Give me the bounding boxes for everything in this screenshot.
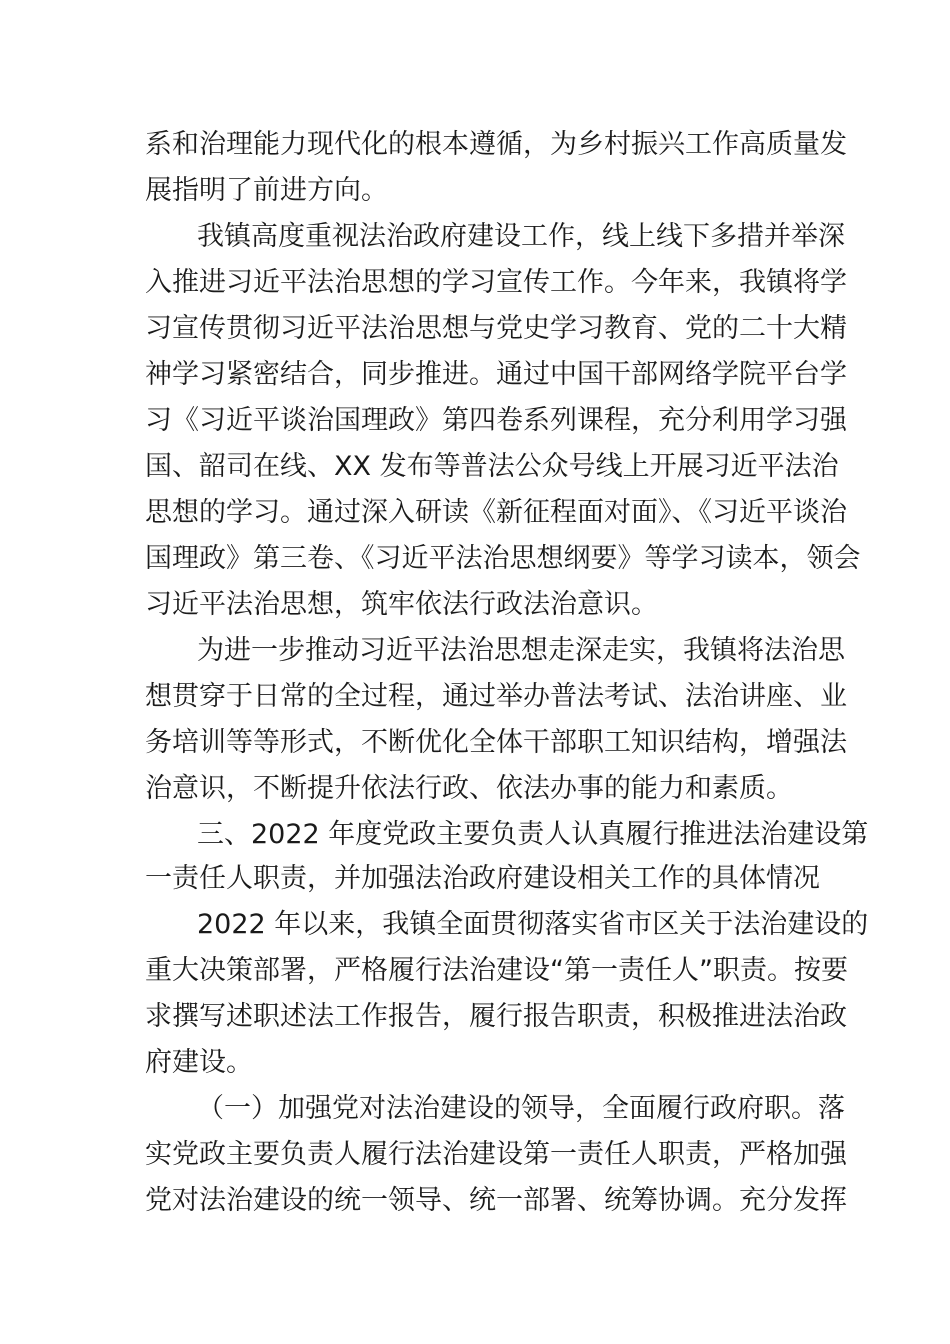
text-line: 习宣传贯彻习近平法治思想与党史学习教育、党的二十大精 (145, 313, 847, 344)
text-line: 府建设。 (145, 1047, 253, 1078)
text-line: 入推进习近平法治思想的学习宣传工作。今年来，我镇将学 (145, 267, 847, 298)
text-line: 重大决策部署，严格履行法治建设“第一责任人”职责。按要 (145, 955, 848, 986)
text-line: 展指明了前进方向。 (145, 175, 388, 206)
text-line: 思想的学习。通过深入研读《新征程面对面》、《习近平谈治 (145, 497, 847, 528)
text-line: 想贯穿于日常的全过程，通过举办普法考试、法治讲座、业 (145, 681, 847, 712)
paragraph-first-line: （一）加强党对法治建设的领导，全面履行政府职。落 (197, 1093, 845, 1124)
text-line: 实党政主要负责人履行法治建设第一责任人职责，严格加强 (145, 1139, 847, 1170)
paragraph-first-line: 为进一步推动习近平法治思想走深走实，我镇将法治思 (197, 635, 845, 666)
text-line: 神学习紧密结合，同步推进。通过中国干部网络学院平台学 (145, 359, 847, 390)
section-heading-line: 三、2022 年度党政主要负责人认真履行推进法治建设第 (197, 819, 869, 850)
text-line: 习《习近平谈治国理政》第四卷系列课程，充分利用学习强 (145, 405, 847, 436)
text-line: 国、韶司在线、XX 发布等普法公众号线上开展习近平法治 (145, 451, 839, 482)
text-line: 国理政》第三卷、《习近平法治思想纲要》等学习读本，领会 (145, 543, 861, 574)
paragraph-first-line: 我镇高度重视法治政府建设工作，线上线下多措并举深 (197, 221, 845, 252)
text-line: 求撰写述职述法工作报告，履行报告职责，积极推进法治政 (145, 1001, 847, 1032)
document-body (145, 122, 869, 1224)
text-line: 党对法治建设的统一领导、统一部署、统筹协调。充分发挥 (145, 1185, 847, 1216)
text-line: 务培训等等形式，不断优化全体干部职工知识结构，增强法 (145, 727, 847, 758)
section-heading-line: 一责任人职责，并加强法治政府建设相关工作的具体情况 (145, 863, 820, 894)
paragraph-first-line: 2022 年以来，我镇全面贯彻落实省市区关于法治建设的 (197, 909, 869, 940)
text-line: 系和治理能力现代化的根本遵循，为乡村振兴工作高质量发 (145, 129, 847, 160)
text-line: 习近平法治思想，筑牢依法行政法治意识。 (145, 589, 658, 620)
text-line: 治意识，不断提升依法行政、依法办事的能力和素质。 (145, 773, 793, 804)
